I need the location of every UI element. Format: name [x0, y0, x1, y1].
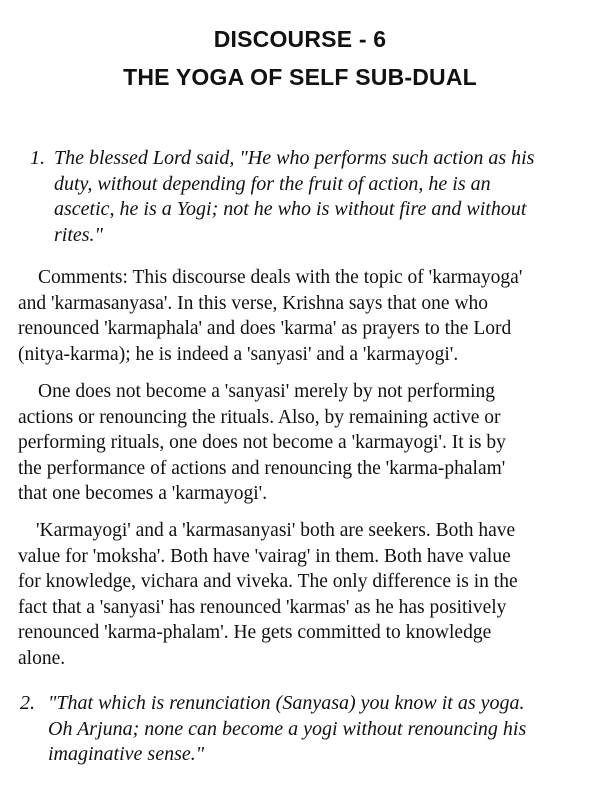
verse-line: imaginative sense.": [48, 743, 205, 765]
paragraph-line: that one becomes a 'karmayogi'.: [18, 483, 268, 504]
verse-line: The blessed Lord said, "He who performs such action as his: [54, 147, 535, 169]
paragraph-line: value for 'moksha'. Both have 'vairag' in them. Both have value: [18, 545, 511, 567]
paragraph-line: (nitya-karma); he is indeed a 'sanyasi' and a 'karmayogi'.: [18, 343, 459, 365]
chapter-title: THE YOGA OF SELF SUB-DUAL: [123, 64, 477, 90]
verse-2: [20, 691, 590, 768]
commentary-paragraph: [18, 518, 583, 671]
paragraph-line: alone.: [18, 647, 66, 669]
verse-line: rites.": [54, 223, 103, 246]
verse-text: [48, 691, 590, 768]
paragraph-line: the performance of actions and renouncing the 'karma-phalam': [18, 457, 506, 479]
verse-line: duty, without depending for the fruit of action, he is an: [54, 172, 491, 195]
verse-number: 1.: [30, 147, 45, 169]
verse-1: [30, 146, 590, 248]
paragraph-line: One does not become a 'sanyasi' merely by not performing: [38, 381, 496, 402]
paragraph-line: renounced 'karmaphala' and does 'karma' as prayers to the Lord: [18, 318, 512, 339]
verse-line: Oh Arjuna; none can become a yogi without renouncing his: [48, 717, 527, 740]
verse-number: 2.: [20, 692, 35, 714]
discourse-heading: DISCOURSE - 6: [213, 26, 387, 52]
paragraph-line: Comments: This discourse deals with the topic of 'karmayoga': [38, 267, 523, 288]
paragraph-line: renounced 'karma-phalam'. He gets committed to knowledge: [18, 622, 492, 643]
paragraph-line: actions or renouncing the rituals. Also, by remaining active or: [18, 406, 501, 428]
commentary-paragraph: [18, 379, 583, 507]
paragraph-line: and 'karmasanyasa'. In this verse, Krishna says that one who: [18, 292, 489, 314]
commentary-paragraph: [18, 265, 583, 367]
paragraph-line: performing rituals, one does not become a 'karmayogi'. It is by: [18, 432, 506, 453]
verse-line: ascetic, he is a Yogi; not he who is without fire and without: [54, 198, 527, 220]
paragraph-line: 'Karmayogi' and a 'karmasanyasi' both are seekers. Both have: [36, 520, 516, 541]
verse-text: [54, 146, 590, 248]
verse-line: "That which is renunciation (Sanyasa) you know it as yoga.: [48, 692, 525, 714]
paragraph-line: fact that a 'sanyasi' has renounced 'karmas' as he has positively: [18, 596, 507, 618]
paragraph-line: for knowledge, vichara and viveka. The only difference is in the: [18, 571, 518, 592]
